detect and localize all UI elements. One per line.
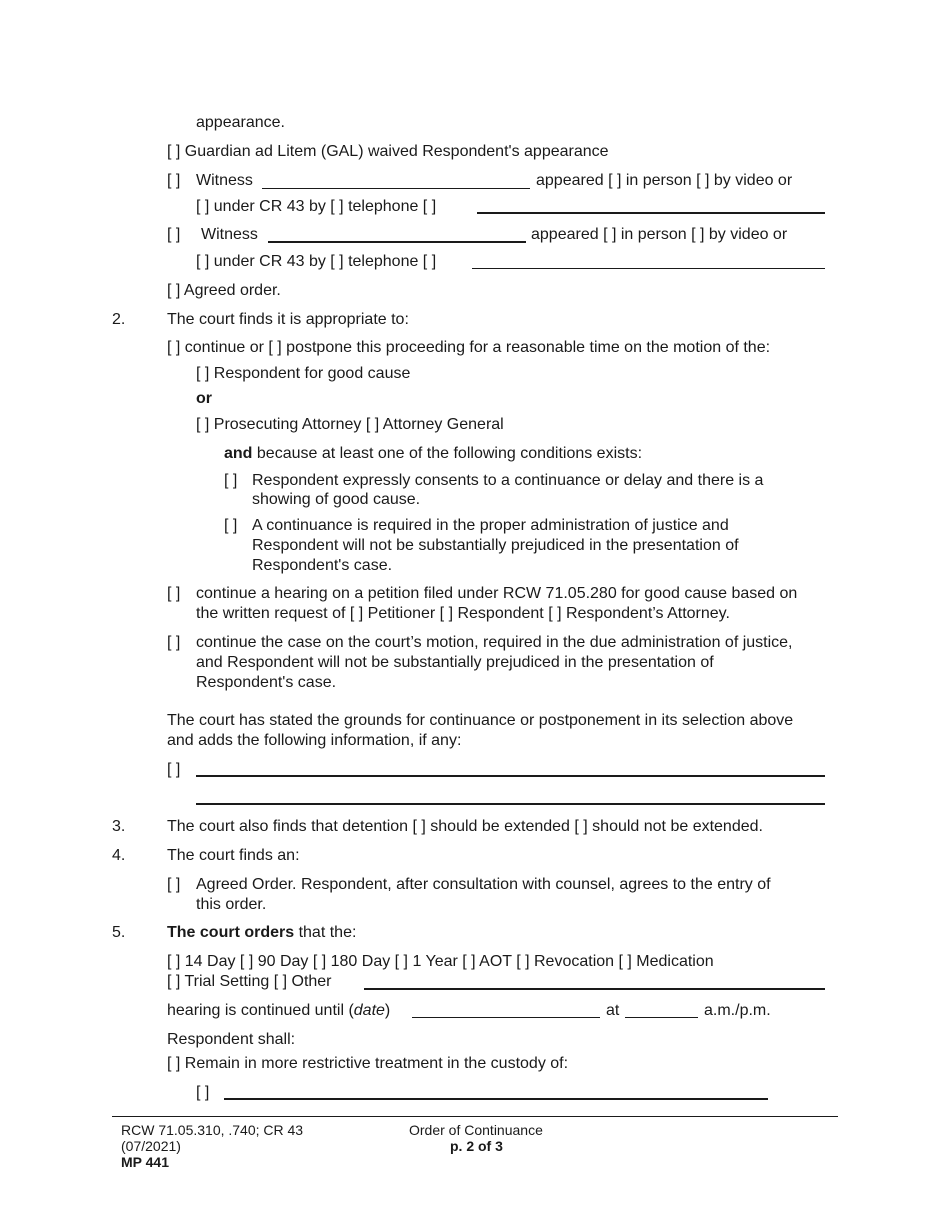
continue-postpone-line[interactable]: [ ] continue or [ ] postpone this proceeding for a reasonable time on the motion of the: — [167, 339, 771, 356]
court-motion-checkbox[interactable]: [ ] — [167, 634, 181, 651]
witness2-checkbox[interactable]: [ ] — [167, 226, 181, 243]
footer-form-number: MP 441 — [121, 1154, 169, 1170]
respondent-good-cause-line[interactable]: [ ] Respondent for good cause — [196, 365, 411, 382]
and-word: and — [224, 445, 253, 462]
info-field-2[interactable] — [196, 803, 825, 805]
footer-date: (07/2021) — [121, 1138, 181, 1154]
gal-waived-checkbox-line[interactable]: [ ] Guardian ad Litem (GAL) waived Respondent's appearance — [167, 143, 609, 160]
conditions-intro-text: because at least one of the following conditions exists: — [252, 445, 643, 462]
witness2-label: Witness — [201, 226, 258, 243]
footer-rule — [112, 1116, 838, 1117]
detention-line[interactable]: The court also finds that detention [ ] should be extended [ ] should not be extended. — [167, 818, 763, 835]
hearing-continue-line2[interactable]: the written request of [ ] Petitioner [ ] Respondent [ ] Respondent’s Attorney. — [196, 605, 730, 622]
section-5-heading — [167, 923, 356, 942]
at-label: at — [606, 1002, 620, 1019]
condition1-checkbox[interactable]: [ ] — [224, 472, 238, 489]
time-field[interactable] — [625, 1017, 698, 1018]
witness2-cr43-field[interactable] — [472, 268, 825, 269]
condition1-line2: showing of good cause. — [252, 491, 421, 508]
info-checkbox[interactable]: [ ] — [167, 761, 181, 778]
or-label: or — [196, 390, 212, 407]
agreed-order-s4-checkbox[interactable]: [ ] — [167, 876, 181, 893]
footer-rcw: RCW 71.05.310, .740; CR 43 — [121, 1122, 304, 1138]
section-3-number: 3. — [112, 818, 126, 835]
grounds-line1: The court has stated the grounds for continuance or postponement in its selection above — [167, 712, 794, 729]
appearance-tail: appearance. — [196, 114, 285, 131]
footer-title: Order of Continuance — [409, 1122, 543, 1138]
agreed-order-s4-line1: Agreed Order. Respondent, after consultation with counsel, agrees to the entry of — [196, 876, 771, 893]
witness1-label: Witness — [196, 172, 253, 189]
custody-field[interactable] — [224, 1098, 768, 1100]
condition2-line3: Respondent's case. — [252, 557, 393, 574]
info-field-1[interactable] — [196, 775, 825, 777]
footer-page: p. 2 of 3 — [450, 1138, 503, 1154]
section-2-number: 2. — [112, 311, 126, 328]
court-orders-rest: that the: — [294, 924, 357, 941]
section-2-heading: The court finds it is appropriate to: — [167, 311, 409, 328]
court-orders-bold: The court orders — [167, 924, 295, 941]
other-field[interactable] — [364, 988, 825, 990]
ampm-label: a.m./p.m. — [704, 1002, 771, 1019]
agreed-order-checkbox-line[interactable]: [ ] Agreed order. — [167, 282, 281, 299]
witness2-name-field[interactable] — [268, 241, 526, 243]
prosecuting-ag-line[interactable]: [ ] Prosecuting Attorney [ ] Attorney General — [196, 416, 504, 433]
date-field[interactable] — [412, 1017, 600, 1018]
witness1-checkbox[interactable]: [ ] — [167, 172, 181, 189]
grounds-line2: and adds the following information, if any: — [167, 732, 462, 749]
court-motion-line3: Respondent's case. — [196, 674, 337, 691]
court-motion-line1: continue the case on the court’s motion, required in the due administration of justice, — [196, 634, 793, 651]
section-4-heading: The court finds an: — [167, 847, 300, 864]
court-motion-line2: and Respondent will not be substantially prejudiced in the presentation of — [196, 654, 714, 671]
witness2-cr43[interactable]: [ ] under CR 43 by [ ] telephone [ ] — [196, 253, 437, 270]
witness1-appeared[interactable]: appeared [ ] in person [ ] by video or — [536, 172, 793, 189]
condition2-line2: Respondent will not be substantially prejudiced in the presentation of — [252, 537, 739, 554]
section-4-number: 4. — [112, 847, 126, 864]
section-5-number: 5. — [112, 924, 126, 941]
custody-checkbox[interactable]: [ ] — [196, 1084, 210, 1101]
condition2-checkbox[interactable]: [ ] — [224, 517, 238, 534]
hearing-continue-line1: continue a hearing on a petition filed under RCW 71.05.280 for good cause based on — [196, 585, 798, 602]
continued-until-close: ) — [384, 1002, 391, 1019]
continued-until-label — [167, 1001, 390, 1020]
witness1-name-field[interactable] — [262, 188, 530, 189]
agreed-order-s4-line2: this order. — [196, 896, 267, 913]
continued-until-pre: hearing is continued until ( — [167, 1002, 354, 1019]
condition2-line1: A continuance is required in the proper administration of justice and — [252, 517, 729, 534]
remain-restrictive-line[interactable]: [ ] Remain in more restrictive treatment in the custody of: — [167, 1055, 569, 1072]
respondent-shall: Respondent shall: — [167, 1031, 296, 1048]
hearing-continue-checkbox[interactable]: [ ] — [167, 585, 181, 602]
conditions-intro — [224, 444, 642, 463]
hearing-types-line2[interactable]: [ ] Trial Setting [ ] Other — [167, 973, 332, 990]
hearing-types-line1[interactable]: [ ] 14 Day [ ] 90 Day [ ] 180 Day [ ] 1 Year [ ] AOT [ ] Revocation [ ] Medication — [167, 953, 714, 970]
date-word: date — [353, 1002, 385, 1019]
witness2-appeared[interactable]: appeared [ ] in person [ ] by video or — [531, 226, 788, 243]
witness1-cr43[interactable]: [ ] under CR 43 by [ ] telephone [ ] — [196, 198, 437, 215]
condition1-line1: Respondent expressly consents to a continuance or delay and there is a — [252, 472, 764, 489]
witness1-cr43-field[interactable] — [477, 212, 825, 214]
